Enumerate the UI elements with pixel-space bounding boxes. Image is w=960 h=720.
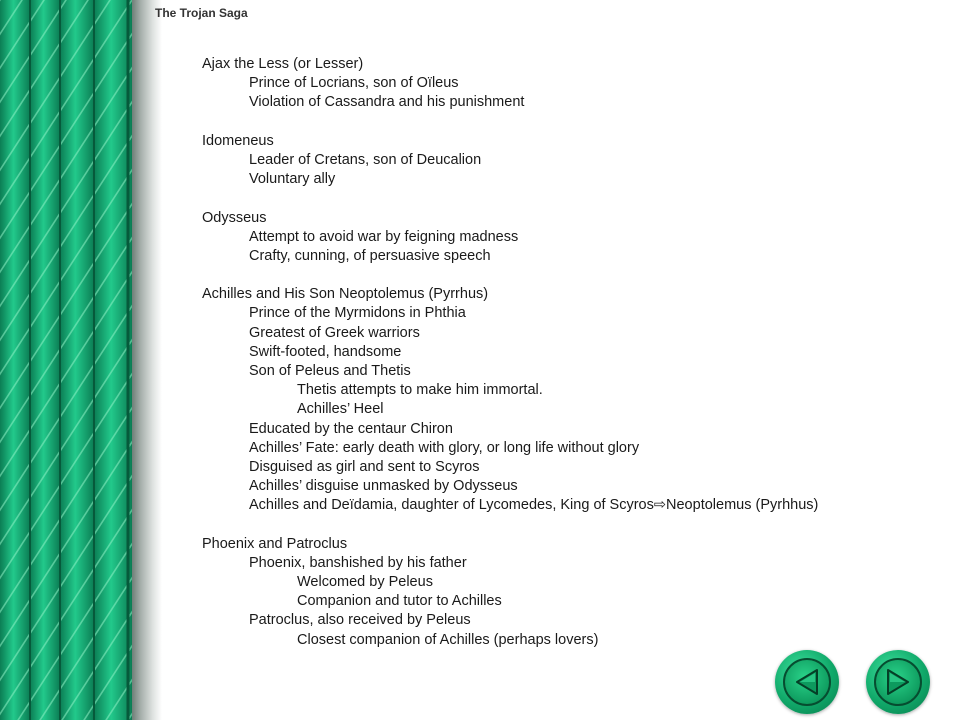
sub-bullet-item: Achilles’ Heel: [297, 401, 384, 418]
bullet-item: Prince of the Myrmidons in Phthia: [249, 305, 466, 322]
curtain-shadow: [132, 0, 162, 720]
curtain-pattern: [0, 0, 132, 720]
topic-heading: Idomeneus: [202, 132, 274, 149]
bullet-item: Phoenix, banshished by his father: [249, 554, 467, 571]
blank-line: [202, 266, 922, 285]
blank-line: [202, 516, 922, 535]
topic-heading: Odysseus: [202, 209, 267, 226]
topic-heading: Phoenix and Patroclus: [202, 535, 348, 552]
blank-line: [202, 189, 922, 208]
bullet-item: Educated by the centaur Chiron: [249, 420, 453, 437]
sub-bullet-item: Closest companion of Achilles (perhaps lovers): [297, 631, 599, 648]
previous-triangle-icon: [783, 658, 831, 706]
topic-heading: Ajax the Less (or Lesser): [202, 56, 364, 72]
next-triangle-icon: [874, 658, 922, 706]
bullet-item: Violation of Cassandra and his punishment: [249, 94, 525, 111]
bullet-item: Son of Peleus and Thetis: [249, 363, 411, 379]
bullet-item: Patroclus, also received by Peleus: [249, 612, 471, 629]
bullet-item: Achilles’ Fate: early death with glory, or long life without glory: [249, 439, 640, 456]
decorative-curtain: [0, 0, 132, 720]
bullet-item: Voluntary ally: [249, 171, 336, 188]
bullet-item: Leader of Cretans, son of Deucalion: [249, 151, 482, 168]
sub-bullet-item: Companion and tutor to Achilles: [297, 593, 502, 610]
bullet-item: Achilles’ disguise unmasked by Odysseus: [249, 478, 518, 495]
bullet-item: Achilles and Deïdamia, daughter of Lycomedes, King of Scyros⇨Neoptolemus (Pyrhhus): [249, 497, 819, 514]
sub-bullet-item: Thetis attempts to make him immortal.: [297, 382, 543, 399]
topic-heading: Achilles and His Son Neoptolemus (Pyrrhus): [202, 286, 489, 303]
next-slide-button[interactable]: [866, 650, 930, 714]
outline-content: [202, 55, 922, 650]
bullet-item: Prince of Locrians, son of Oïleus: [249, 75, 459, 92]
bullet-item: Attempt to avoid war by feigning madness: [249, 228, 519, 245]
presentation-title: The Trojan Saga: [155, 6, 248, 20]
previous-slide-button[interactable]: [775, 650, 839, 714]
blank-line: [202, 113, 922, 132]
sub-bullet-item: Welcomed by Peleus: [297, 574, 433, 591]
bullet-item: Disguised as girl and sent to Scyros: [249, 458, 480, 475]
bullet-item: Swift-footed, handsome: [249, 343, 402, 360]
bullet-item: Greatest of Greek warriors: [249, 324, 420, 341]
bullet-item: Crafty, cunning, of persuasive speech: [249, 247, 491, 264]
